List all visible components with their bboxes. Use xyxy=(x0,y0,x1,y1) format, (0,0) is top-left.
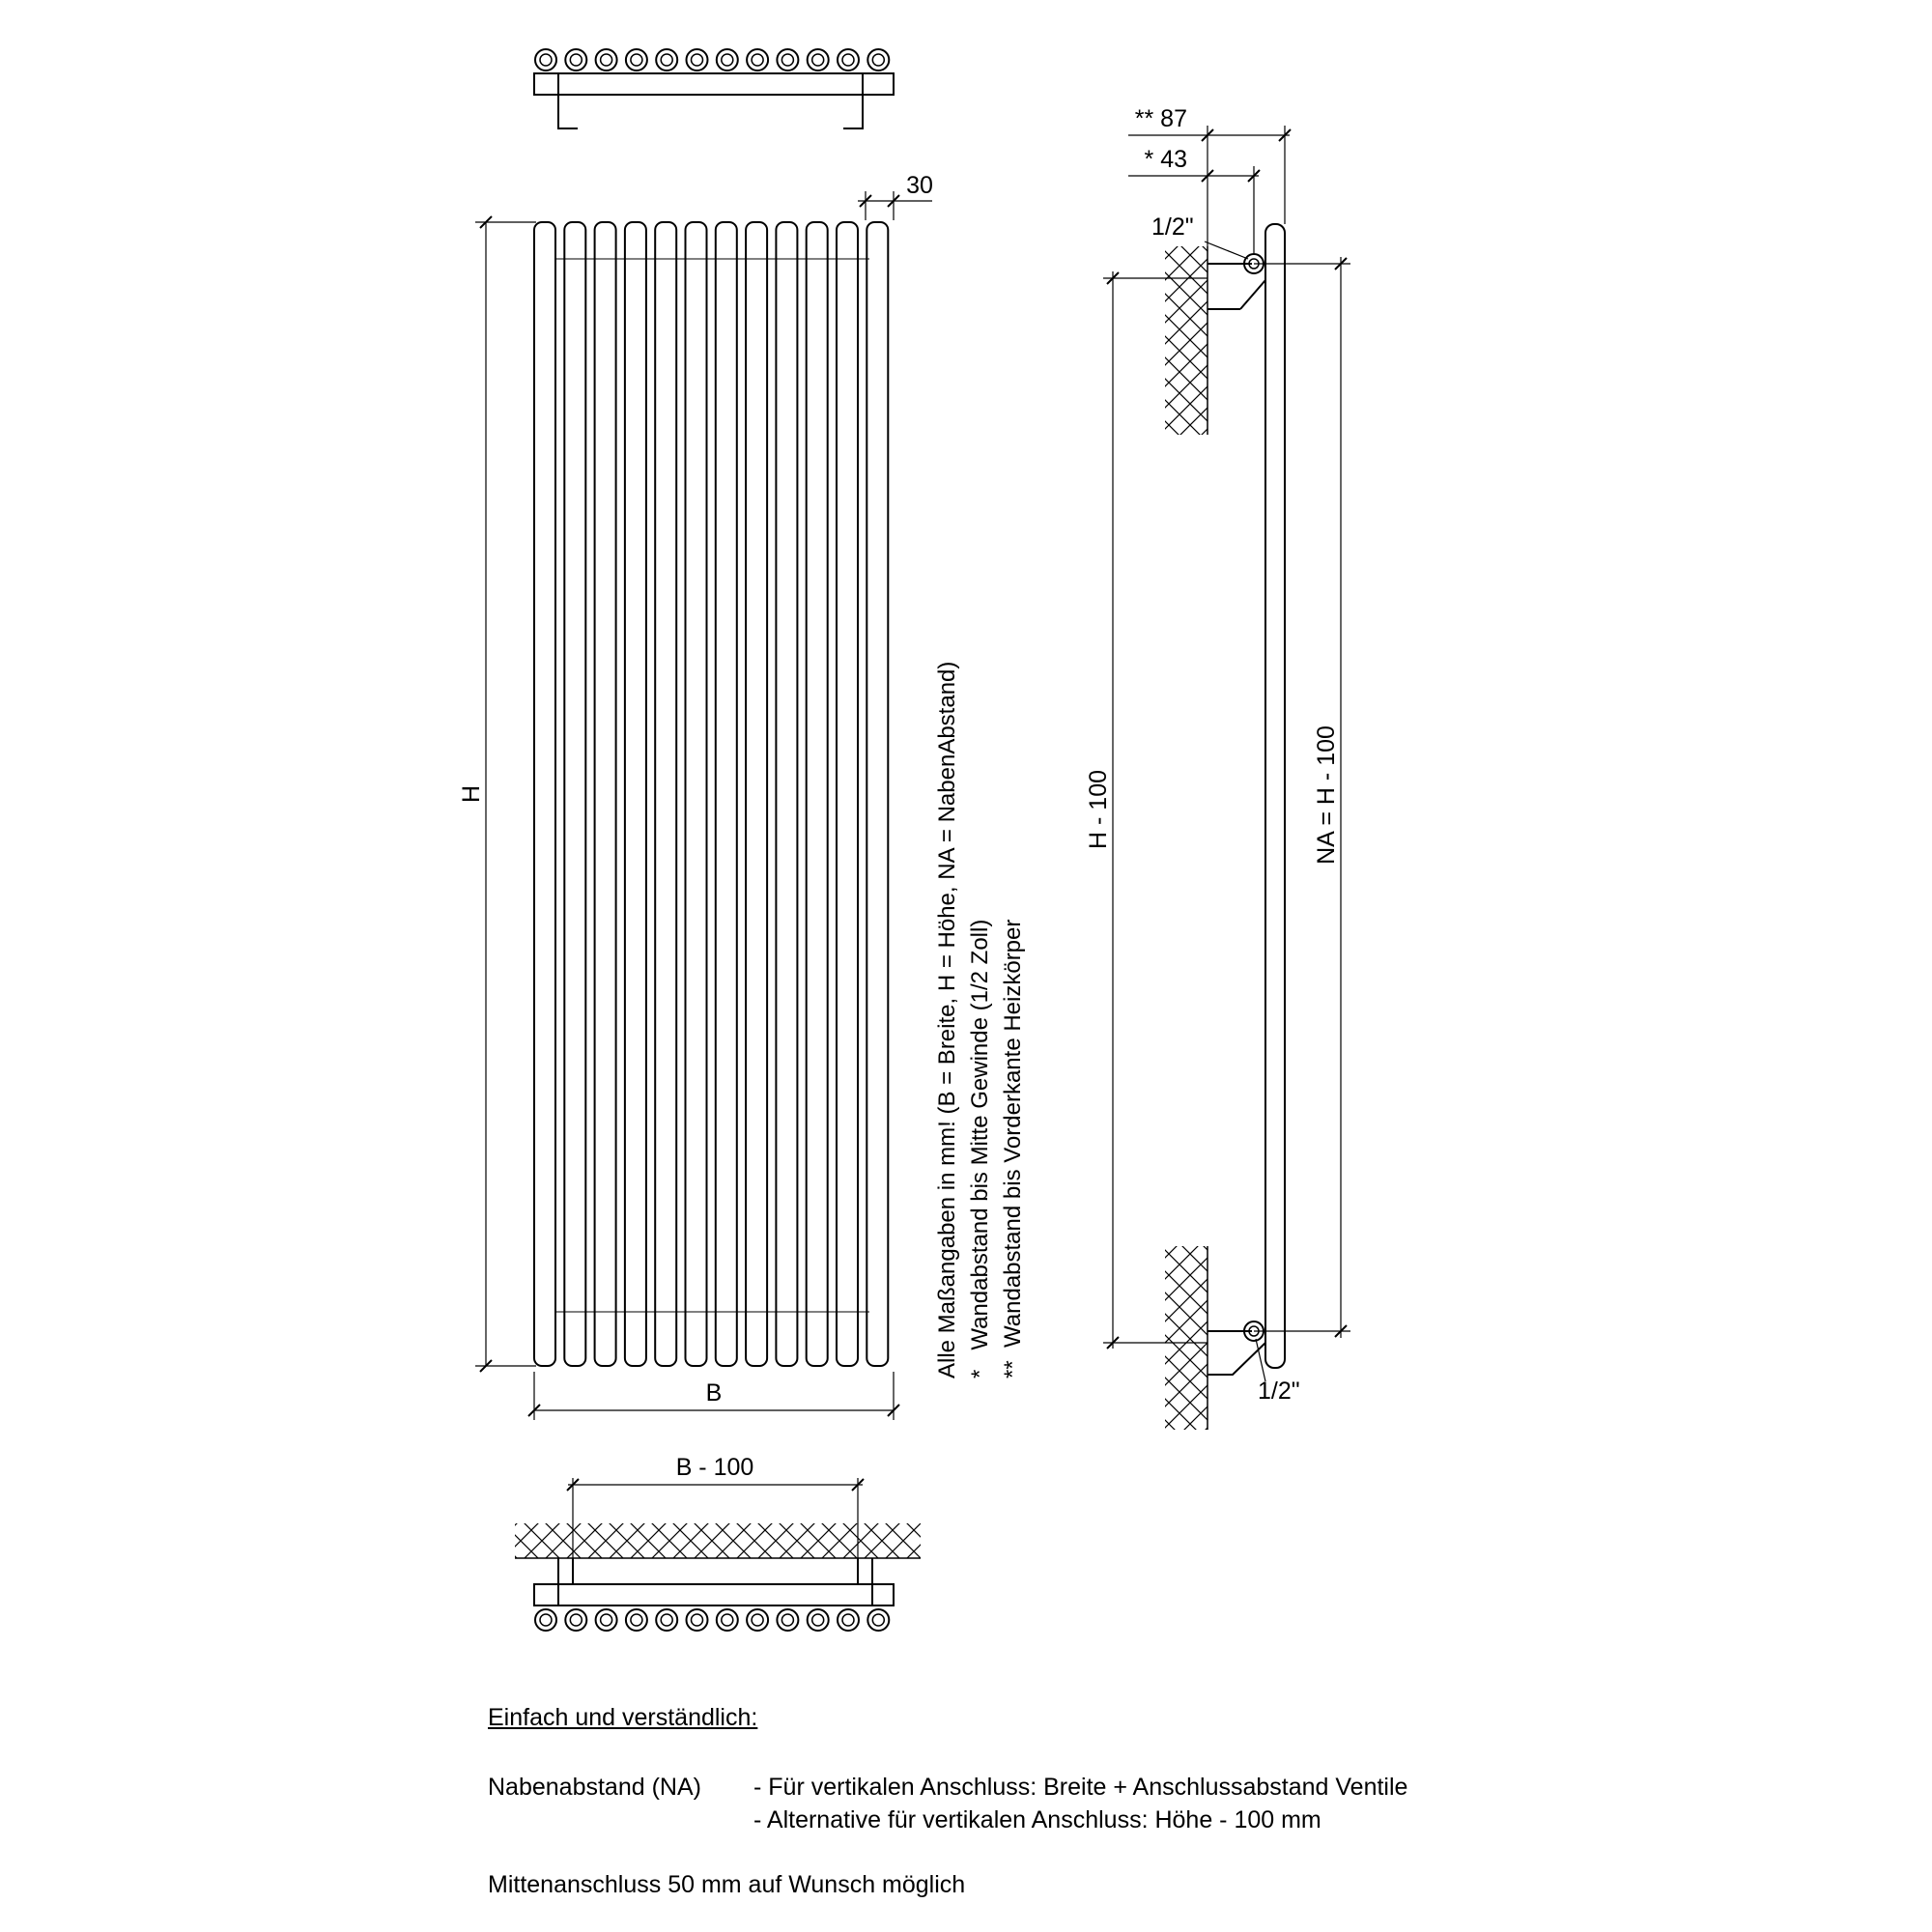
tube-section-bottom xyxy=(747,1609,768,1631)
tube-section-bottom xyxy=(777,1609,798,1631)
radiator-tube xyxy=(716,222,737,1366)
legend-line-2: * Wandabstand bis Mitte Gewinde (1/2 Zoll) xyxy=(967,919,993,1378)
radiator-tube xyxy=(686,222,707,1366)
radiator-tube xyxy=(534,222,555,1366)
wall-bracket-right xyxy=(843,73,863,128)
radiator-tube xyxy=(837,222,858,1366)
wall-bracket-left xyxy=(558,73,578,128)
tube-section-bottom xyxy=(535,1609,556,1631)
wall-to-front-label: ** 87 xyxy=(1134,105,1187,132)
tube-section-top xyxy=(777,49,798,71)
tube-section-top xyxy=(565,49,586,71)
height-label: H xyxy=(458,784,485,804)
tube-section-bottom xyxy=(687,1609,708,1631)
legend-line-1: Alle Maßangaben in mm! (B = Breite, H = Höhe, NA = NabenAbstand) xyxy=(934,661,960,1378)
wall-hatch-top xyxy=(1165,246,1208,435)
tube-section-bottom xyxy=(565,1609,586,1631)
bottom-view xyxy=(515,1523,921,1631)
wall-hatch-bottom-view xyxy=(515,1523,921,1558)
tube-section-top xyxy=(687,49,708,71)
radiator-tube xyxy=(564,222,585,1366)
side-view xyxy=(1165,224,1285,1430)
tube-section-top xyxy=(867,49,889,71)
tube-section-bottom xyxy=(596,1609,617,1631)
tube-section-bottom xyxy=(626,1609,647,1631)
radiator-tube xyxy=(776,222,797,1366)
tube-section-top xyxy=(656,49,677,71)
tube-section-top xyxy=(626,49,647,71)
radiator-tube xyxy=(867,222,888,1366)
tube-section-bottom xyxy=(838,1609,859,1631)
thread-label-top: 1/2" xyxy=(1151,213,1194,241)
radiator-tube xyxy=(655,222,676,1366)
bracket-distance-label: B - 100 xyxy=(675,1454,754,1481)
radiator-tube xyxy=(595,222,616,1366)
tube-section-top xyxy=(535,49,556,71)
top-view xyxy=(534,49,894,128)
tube-section-top xyxy=(747,49,768,71)
tube-section-bottom xyxy=(717,1609,738,1631)
tube-section-bottom xyxy=(808,1609,829,1631)
notes-heading: Einfach und verständlich: xyxy=(488,1704,758,1731)
tube-section-top xyxy=(596,49,617,71)
wall-bracket-bottom-left xyxy=(558,1558,573,1605)
top-offset-label: 30 xyxy=(906,172,933,199)
legend-line-3: ** Wandabstand bis Vorderkante Heizkörper xyxy=(1000,919,1026,1378)
wall-hatch-bottom xyxy=(1165,1246,1208,1430)
tube-section-top xyxy=(838,49,859,71)
hub-distance-note-label: Nabenabstand (NA) xyxy=(488,1774,701,1801)
collector-bottom-view xyxy=(534,1584,894,1605)
width-label: B xyxy=(705,1379,723,1406)
tube-section-top xyxy=(717,49,738,71)
collector-top-view xyxy=(534,73,894,95)
tube-section-bottom xyxy=(656,1609,677,1631)
center-connection-note: Mittenanschluss 50 mm auf Wunsch möglich xyxy=(488,1871,966,1898)
thread-label-bottom: 1/2" xyxy=(1258,1378,1300,1405)
wall-to-thread-label: * 43 xyxy=(1144,146,1187,173)
radiator-tube xyxy=(746,222,767,1366)
hub-distance-label: NA = H - 100 xyxy=(1313,725,1340,865)
tube-section-bottom xyxy=(867,1609,889,1631)
front-view xyxy=(534,222,888,1366)
side-height-label: H - 100 xyxy=(1085,770,1112,849)
radiator-tube xyxy=(807,222,828,1366)
radiator-side-body xyxy=(1265,224,1285,1368)
wall-bracket-bottom-right xyxy=(858,1558,872,1605)
hub-distance-note-line-1: - Für vertikalen Anschluss: Breite + Anschlussabstand Ventile xyxy=(753,1774,1408,1801)
hub-distance-note-line-2: - Alternative für vertikalen Anschluss: Höhe - 100 mm xyxy=(753,1806,1321,1833)
tube-section-top xyxy=(808,49,829,71)
radiator-tube xyxy=(625,222,646,1366)
